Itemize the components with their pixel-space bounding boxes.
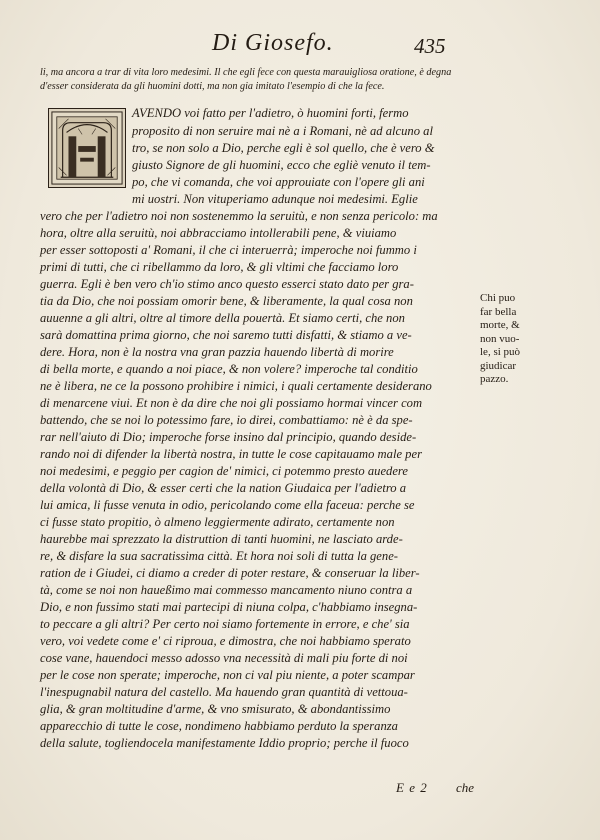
text-line: per esser sottoposti a' Romani, il che ci interuerrà; imperoche noi fummo i (40, 243, 417, 257)
margin-note-line: Chi puo (480, 292, 516, 304)
text-line: re, & disfare la sua sacratissima città. Et hora noi soli di tutta la gene- (40, 549, 398, 563)
text-line: sarà domattina prima giorno, che noi saremo tutti disfatti, & stiamo a ve- (40, 328, 412, 342)
woodcut-initial-icon (48, 108, 126, 188)
text-line: ne è libera, ne ce la possono prohibire i nimici, i quali certamente desiderano (40, 379, 432, 393)
text-line: hora, oltre alla seruitù, noi abbracciamo intollerabili pene, & viuiamo (40, 226, 397, 240)
margin-note-line: far bella (480, 305, 517, 318)
running-head: Di Giosefo. (212, 30, 334, 56)
text-line: Dio, e non fussimo stati mai partecipi di niuna colpa, c'habbiamo insegna- (40, 600, 418, 614)
woodcut-initial-icon (49, 109, 125, 187)
text-line: AVENDO voi fatto per l'adietro, ò huomini forti, fermo (132, 106, 409, 120)
text-line: mi uostri. Non vituperiamo adunque noi medesimi. Eglie (132, 192, 418, 206)
text-line: haurebbe mai sprezzato la distruttion di tanti huomini, ne lasciato arde- (40, 532, 403, 546)
signature-mark: E e 2 (396, 780, 428, 795)
marginal-note (480, 292, 560, 387)
text-line: di bella morte, e quando a noi piace, & non volere? imperoche tal conditio (40, 362, 418, 376)
text-line: guerra. Egli è ben vero ch'io stimo anco questo esserci stato dato per gra- (40, 277, 414, 291)
text-line: proposito di non seruire mai nè a i Romani, nè ad alcuno al (132, 124, 433, 138)
text-line: primi di tutti, che ci ribellammo da loro, & gli vltimi che facciamo loro (40, 260, 399, 274)
text-line: auuenne a gli altri, oltre al timore della pouertà. Et siamo certi, che non (40, 311, 405, 325)
text-line: di menarcene viui. Et non è da dire che noi gli possiamo hormai vincer com (40, 396, 423, 410)
text-line: battendo, che se noi lo potessimo fare, io direi, combattiamo: nè è da spe- (40, 413, 413, 427)
text-line: to peccare a gli altri? Per certo noi siamo fortemente in errore, e che' sia (40, 617, 410, 631)
text-line: apparecchio di tutte le cose, nondimeno habbiamo perduto la speranza (40, 719, 398, 733)
text-line: vero, voi vedete come e' ci riproua, e dimostra, che noi habbiamo sperato (40, 634, 411, 648)
text-line: tia da Dio, che noi possiam omorir bene, & liberamente, la qual cosa non (40, 294, 413, 308)
margin-note-line: giudicar (480, 359, 517, 372)
text-line: l'inespugnabil natura del castello. Ma hauendo gran quantità di vettoua- (40, 685, 408, 699)
text-line: rar nell'aiuto di Dio; imperoche forse insino dal principio, quando deside- (40, 430, 417, 444)
text-line: noi medesimi, e peggio per cagion de' nimici, ci potemmo presto auedere (40, 464, 408, 478)
text-line: ration de i Giudei, ci diamo a creder di poter restare, & conseruar la liber- (40, 566, 420, 580)
intro-paragraph: li, ma ancora a trar di vita loro medesimi. Il che egli fece con questa marauigliosa oratione, è degna d'esser considerata da gli huomini dotti, ma non gia imitato l'esempio di che la fece. (40, 67, 452, 92)
margin-note-line: le, si può (480, 346, 521, 358)
text-line: tà, come se noi non haueßimo mai commesso mancamento niuno contra a (40, 583, 413, 597)
margin-note-line: morte, & (480, 319, 520, 331)
text-line: della volontà di Dio, & esser certi che la nation Giudaica per l'adietro a (40, 481, 406, 495)
text-line: glia, & gran moltitudine d'arme, & vno smisurato, & abondantissimo (40, 702, 391, 716)
margin-note-line: pazzo. (480, 373, 509, 385)
text-line: lui amica, li fusse venuta in odio, pericolando come ella faceua: perche se (40, 498, 415, 512)
text-line: cose vane, hauendoci messo adosso vna necessità di mali piu forte di noi (40, 651, 408, 665)
margin-note-line: non vuo- (480, 332, 520, 345)
text-line: rando noi di difender la libertà nostra, in tutte le cose capitauamo male per (40, 447, 422, 461)
text-line: ci fusse stato propitio, ò almeno leggiermente adirato, certamente non (40, 515, 395, 529)
page-number: 435 (414, 34, 446, 58)
text-line: vero che per l'adietro noi non sostenemmo la seruitù, e non senza pericolo: ma (40, 209, 438, 223)
text-line: dere. Hora, non è la nostra vna gran pazzia hauendo libertà di morire (40, 345, 394, 359)
text-line: della salute, togliendocela manifestamente Iddio proprio; perche il fuoco (40, 736, 409, 750)
text-line: per le cose non sperate; imperoche, non ci val piu niente, a poter scampar (40, 668, 415, 682)
catchword: che (456, 780, 475, 795)
text-line: giusto Signore de gli huomini, ecco che egliè venuto il tem- (132, 158, 431, 172)
text-line: po, che vi comanda, che voi approuiate con l'opere gli ani (132, 175, 425, 189)
text-line: tro, se non solo a Dio, perche egli è sol quello, che è vero & (132, 141, 435, 155)
